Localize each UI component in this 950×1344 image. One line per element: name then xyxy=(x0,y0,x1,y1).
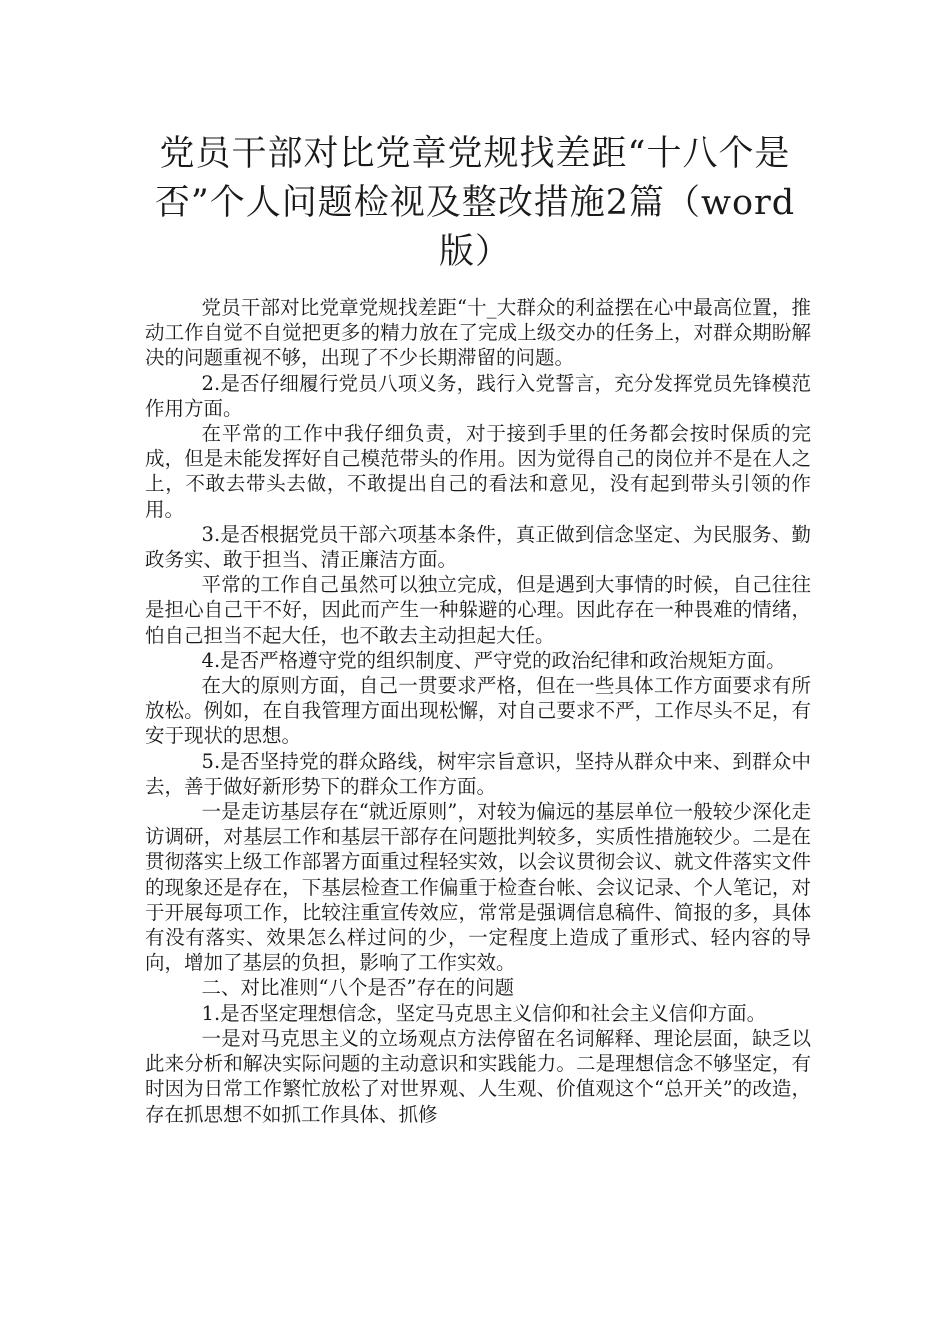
item-heading-2: 2.是否仔细履行党员八项义务，践行入党誓言，充分发挥党员先锋模范作用方面。 xyxy=(145,371,811,420)
title-line: 否”个人问题检视及整改措施2篇（word xyxy=(154,183,796,223)
paragraph-intro: 党员干部对比党章党规找差距“十_大群众的利益摆在心中最高位置，推动工作自觉不自觉把更多的精力放在了完成上级交办的任务上，对群众期盼解决的问题重视不够，出现了不少长期滞留的问题。 xyxy=(145,296,811,370)
document-title xyxy=(150,130,800,277)
paragraph: 一是对马克思主义的立场观点方法停留在名词解释、理论层面，缺乏以此来分析和解决实际问题的主动意识和实践能力。二是理想信念不够坚定，有时因为日常工作繁忙放松了对世界观、人生观、价值观这个“总开关”的改造，存在抓思想不如抓工作具体、抓修 xyxy=(145,1026,811,1126)
item-heading-1: 1.是否坚定理想信念，坚定马克思主义信仰和社会主义信仰方面。 xyxy=(201,1001,767,1025)
title-line: 党员干部对比党章党规找差距“十八个是 xyxy=(159,134,791,174)
item-heading-5: 5.是否坚持党的群众路线，树牢宗旨意识，坚持从群众中来、到群众中去，善于做好新形势下的群众工作方面。 xyxy=(145,749,811,798)
item-heading-3: 3.是否根据党员干部六项基本条件，真正做到信念坚定、为民服务、勤政务实、敢于担当、清正廉洁方面。 xyxy=(145,522,811,572)
paragraph: 一是走访基层存在“就近原则”，对较为偏远的基层单位一般较少深化走访调研，对基层工作和基层干部存在问题批判较多，实质性措施较少。二是在贯彻落实上级工作部署方面重过程轻实效，以会议贯彻会议、就文件落实文件的现象还是存在，下基层检查工作偏重于检查台帐、会议记录、个人笔记，对于开展每项工作，比较注重宣传效应，常常是强调信息稿件、简报的多，具体有没有落实、效果怎么样过问的少，一定程度上造成了重形式、轻内容的导向，增加了基层的负担，影响了工作实效。 xyxy=(145,800,811,975)
document-body xyxy=(145,295,811,1127)
paragraph: 平常的工作自己虽然可以独立完成，但是遇到大事情的时候，自己往往是担心自己干不好，因此而产生一种躲避的心理。因此存在一种畏难的情绪，怕自己担当不起大任，也不敢去主动担起大任。 xyxy=(145,573,811,647)
title-line: 版） xyxy=(438,232,511,272)
paragraph: 在大的原则方面，自己一贯要求严格，但在一些具体工作方面要求有所放松。例如，在自我管理方面出现松懈，对自己要求不严，工作尽头不足，有安于现状的思想。 xyxy=(145,674,811,748)
section-heading: 二、对比准则“八个是否”存在的问题 xyxy=(201,976,514,1000)
paragraph: 在平常的工作中我仔细负责，对于接到手里的任务都会按时保质的完成，但是未能发挥好自己模范带头的作用。因为觉得自己的岗位并不是在人之上，不敢去带头去做，不敢提出自己的看法和意见，没有起到带头引领的作用。 xyxy=(145,422,811,521)
item-heading-4: 4.是否严格遵守党的组织制度、严守党的政治纪律和政治规矩方面。 xyxy=(201,648,786,672)
